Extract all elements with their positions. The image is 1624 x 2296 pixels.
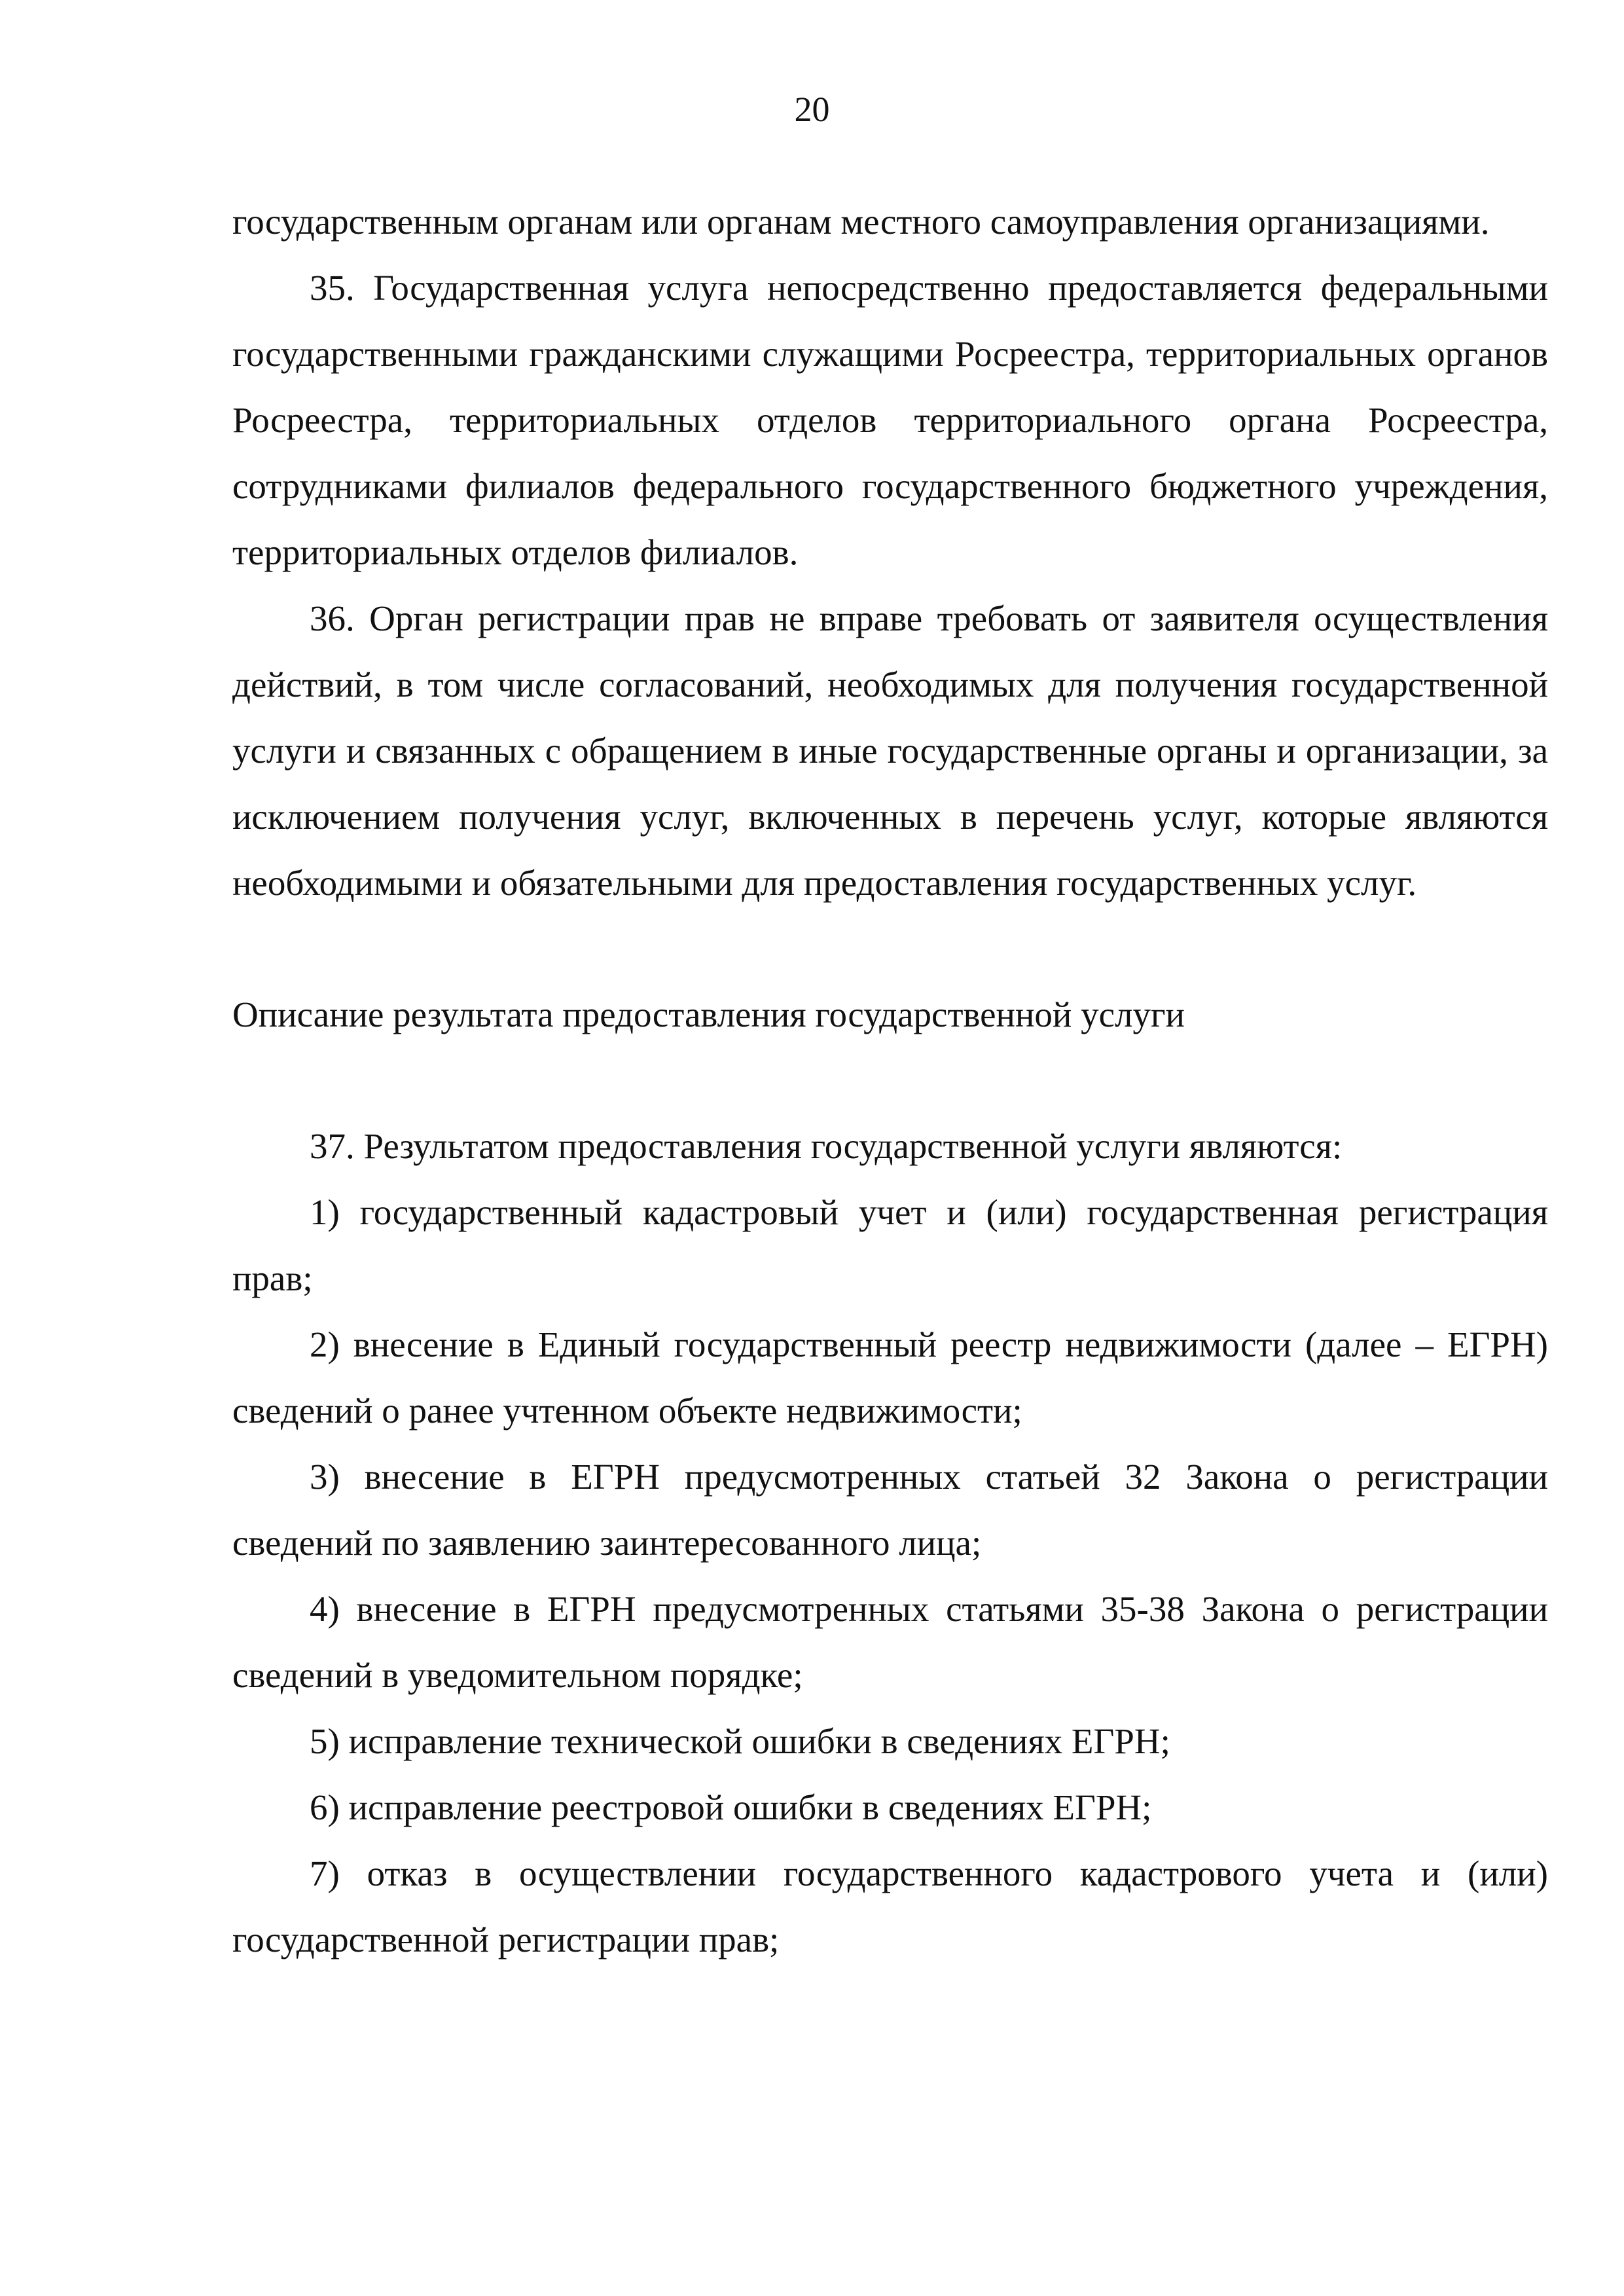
list-item-4: 4) внесение в ЕГРН предусмотренных статьями 35-38 Закона о регистрации сведений в уведомительном порядке; <box>232 1589 1548 1695</box>
paragraph-35: 35. Государственная услуга непосредственно предоставляется федеральными государственными гражданскими служащими Росреестра, территориальных органов Росреестра, территориальных отделов территориального органа Росреестра, сотрудниками филиалов федерального государственного бюджетного учреждения, территориальных отделов филиалов. <box>232 268 1548 572</box>
paragraph-continuation: государственным органам или органам местного самоуправления организациями. <box>232 202 1490 242</box>
page-number: 20 <box>794 90 830 129</box>
paragraph-37: 37. Результатом предоставления государственной услуги являются: <box>310 1126 1343 1166</box>
document-body <box>232 189 1548 1973</box>
list-item-1: 1) государственный кадастровый учет и (или) государственная регистрация прав; <box>232 1192 1548 1298</box>
list-item-3: 3) внесение в ЕГРН предусмотренных статьей 32 Закона о регистрации сведений по заявлению заинтересованного лица; <box>232 1457 1548 1563</box>
paragraph-36: 36. Орган регистрации прав не вправе требовать от заявителя осуществления действий, в том числе согласований, необходимых для получения государственной услуги и связанных с обращением в иные государственные органы и организации, за исключением получения услуг, включенных в перечень услуг, которые являются необходимыми и обязательными для предоставления государственных услуг. <box>232 598 1548 903</box>
list-item-2: 2) внесение в Единый государственный реестр недвижимости (далее – ЕГРН) сведений о ранее учтенном объекте недвижимости; <box>232 1324 1548 1430</box>
list-item-6: 6) исправление реестровой ошибки в сведениях ЕГРН; <box>310 1787 1152 1827</box>
list-item-7: 7) отказ в осуществлении государственного кадастрового учета и (или) государственной регистрации прав; <box>232 1853 1548 1959</box>
list-item-5: 5) исправление технической ошибки в сведениях ЕГРН; <box>310 1721 1170 1761</box>
section-heading: Описание результата предоставления государственной услуги <box>232 994 1185 1034</box>
